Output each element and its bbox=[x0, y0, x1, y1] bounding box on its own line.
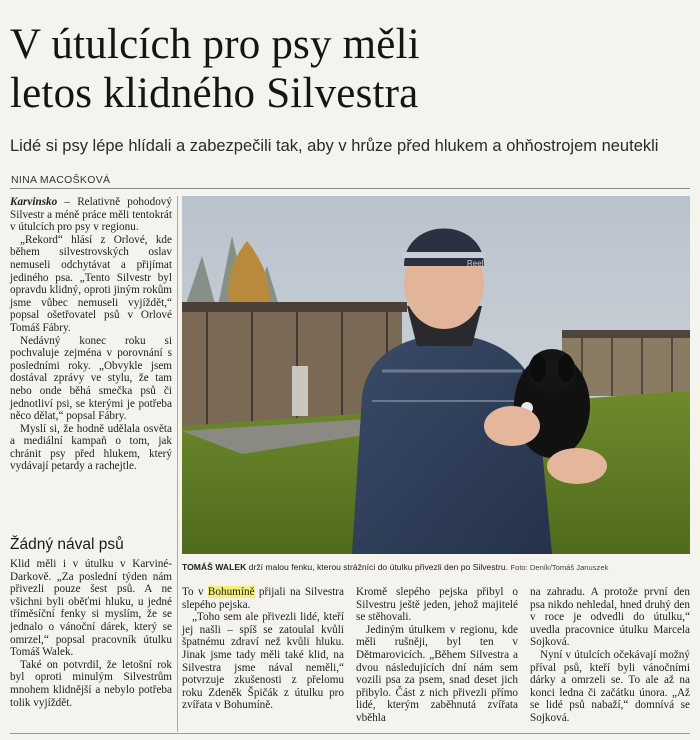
caption-name: TOMÁŠ WALEK bbox=[182, 562, 247, 572]
column-d-paragraph-2: Nyní v útulcích očekávají možný příval psů, kteří byli vánočními dárky a omrzeli se. To ale až na konci ledna či začátku února. „Až se lidé psů nabaží,“ domnívá se Sojková. bbox=[530, 648, 690, 724]
section-paragraph-1: Klid měli i v útulku v Karviné-Darkově. „Za poslední týden nám přivezli pouze šest psů. A ne všichni byli oběťmi hluku, u jedné tříměsíční fenky si myslím, že se jednalo o vánoční dárek, který se omrzel,“ popsal pracovník útulku Tomáš Walek. bbox=[10, 558, 172, 659]
photo-caption bbox=[182, 562, 690, 573]
lead-column bbox=[10, 196, 172, 473]
column-c bbox=[356, 586, 518, 725]
section-paragraph-2: Také on potvrdil, že letošní rok byl oproti minulým Silvestrům mnohem klidnější a nebylo potřeba tolik vyjíždět. bbox=[10, 658, 172, 709]
column-d-paragraph-1: na zahradu. A protože první den psa nikdo nehledal, hned druhý den v roce je odvedli do útulku,“ uvedla pracovnice útulku Marcela Sojková. bbox=[530, 586, 690, 649]
column-c-paragraph-1: Kromě slepého pejska přibyl o Silvestru ještě jeden, jehož majitelé se stěhovali. bbox=[356, 586, 518, 624]
headline bbox=[10, 20, 690, 118]
headline-line-1: V útulcích pro psy měli bbox=[10, 21, 420, 68]
photo-credit: Foto: Deník/Tomáš Januszek bbox=[510, 563, 609, 572]
article-photo bbox=[182, 196, 690, 554]
column-b-paragraph-1: To v Bohumíně přijali na Silvestra slepého pejska. bbox=[182, 586, 344, 611]
column-b-paragraph-2: „Toho sem ale přivezli lidé, kteří jej našli – spíš se zatoulal kvůli špatnému zdraví než kvůli hluku. Jinak jsme tady měli také klid, na Silvestra jsme nával neměli,“ potvrzuje zkušenosti z přelomu roku Zdeněk Špičák z útulku pro zvířata v Bohumíně. bbox=[182, 611, 344, 712]
lead-paragraph-3: Nedávný konec roku si pochvaluje zejména v porovnání s posledními roky. „Obvykle jsem dostával zprávy ve stylu, že tam nebo onde běhá smečka psů či jednotliví psi, se kterými je potřeba něco dělat,“ popsal Fábry. bbox=[10, 334, 172, 423]
lead-paragraph-4: Myslí si, že hodně udělala osvěta a mediální kampaň o tom, jak chránit psy před hlukem, který vydávají petardy a rachejtle. bbox=[10, 422, 172, 473]
lead-paragraph-2: „Rekord“ hlásí z Orlové, kde během silvestrovských oslav nemuseli odchytávat a přijímat jediného psa. „Tento Silvestr byl opravdu klidný, oproti jiným rokům jsme vůbec nemuseli vyjíždět,“ popsal ošetřovatel psů v Orlové Tomáš Fábry. bbox=[10, 233, 172, 334]
top-divider bbox=[10, 188, 690, 189]
highlighted-word: Bohumíně bbox=[207, 586, 255, 598]
column-b bbox=[182, 586, 344, 712]
column-d bbox=[530, 586, 690, 725]
byline: NINA MACOŠKOVÁ bbox=[11, 174, 111, 186]
caption-text: drží malou fenku, kterou strážníci do útulku přivezli den po Silvestru. bbox=[246, 562, 509, 572]
dateline: Karvinsko bbox=[10, 196, 58, 208]
subtitle: Lidé si psy lépe hlídali a zabezpečili tak, aby v hrůze před hlukem a ohňostrojem neutekli bbox=[10, 137, 659, 155]
column-divider bbox=[177, 196, 178, 732]
lead-paragraph-1: Karvinsko – Relativně pohodový Silvestr a méně práce měli tentokrát v útulcích pro psy v regionu. bbox=[10, 196, 172, 234]
section-column bbox=[10, 558, 172, 709]
bottom-divider bbox=[10, 733, 690, 734]
photo-illustration bbox=[182, 196, 690, 554]
section-heading: Žádný nával psů bbox=[10, 536, 124, 553]
column-c-paragraph-2: Jediným útulkem v regionu, kde měli rušněji, byl ten v Dětmarovicích. „Během Silvestra a dvou následujících dní nám sem vozili psa za psem, snad deset jich přibylo. Část z nich přivezli přímo lidé, kterým zaběhnutá zvířata vběhla bbox=[356, 623, 518, 724]
hat-label: Reell bbox=[467, 259, 486, 268]
headline-line-2: letos klidného Silvestra bbox=[10, 70, 419, 117]
